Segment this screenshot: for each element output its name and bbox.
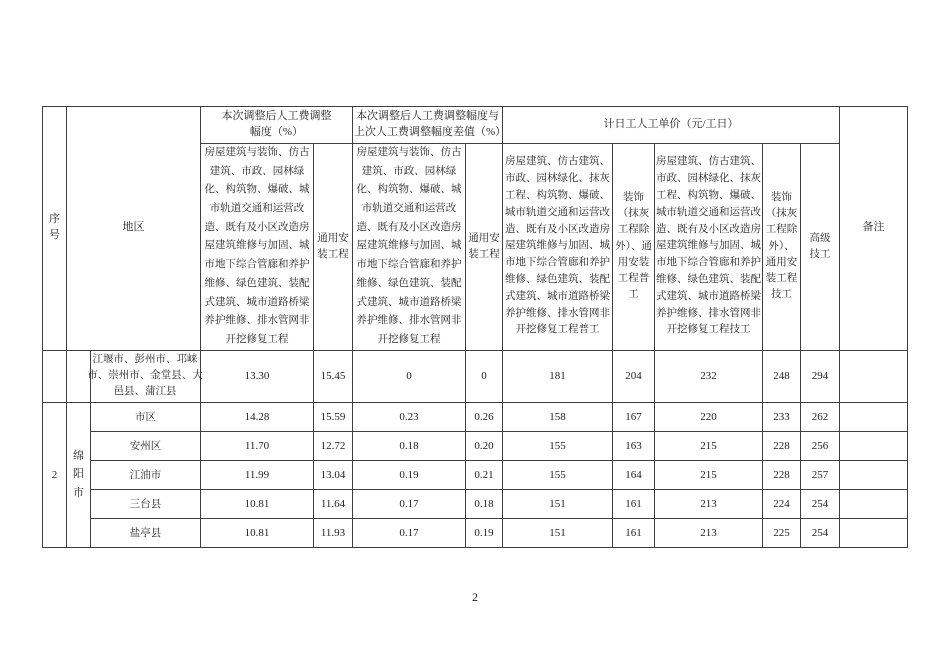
value-cell: 220 [655, 402, 763, 431]
value-cell: 0.19 [466, 518, 503, 547]
value-cell: 0.21 [466, 460, 503, 489]
value-cell: 13.30 [201, 350, 314, 402]
region-cell [87, 350, 203, 402]
value-cell: 164 [613, 460, 655, 489]
remark-cell [840, 518, 908, 547]
subheader-daily-decoration-laborer: 装饰（抹灰工程除外）、通用安装工程普工 [613, 144, 655, 351]
value-cell: 15.45 [314, 350, 353, 402]
region-cell: 安州区 [91, 431, 201, 460]
value-cell: 228 [763, 460, 801, 489]
value-cell: 0.23 [353, 402, 466, 431]
remark-cell [840, 350, 908, 402]
value-cell: 225 [763, 518, 801, 547]
value-cell: 155 [503, 460, 613, 489]
city-group-cell [67, 402, 91, 547]
value-cell: 232 [655, 350, 763, 402]
value-cell: 262 [801, 402, 840, 431]
value-cell: 11.93 [314, 518, 353, 547]
value-cell: 233 [763, 402, 801, 431]
header-group-adjustment-pct-label: 本次调整后人工费调整幅度（%） [221, 110, 332, 138]
value-cell: 0.17 [353, 489, 466, 518]
remark-cell [840, 431, 908, 460]
value-cell: 0.17 [353, 518, 466, 547]
remark-cell [840, 489, 908, 518]
serial-cell [43, 350, 67, 402]
value-cell: 167 [613, 402, 655, 431]
value-cell: 254 [801, 489, 840, 518]
labor-cost-adjustment-table [42, 106, 908, 548]
subheader-construction-pct: 房屋建筑与装饰、仿古建筑、市政、园林绿化、构筑物、爆破、城市轨道交通和运营改造、既有及小区改造房屋建筑维修与加固、城市地下综合管廊和养护维修、绿色建筑、装配式建筑、城市道路桥梁养护维修、排水管网非开挖修复工程 [201, 144, 314, 351]
subheader-senior-skilled-label: 高级技工 [809, 232, 831, 260]
value-cell: 204 [613, 350, 655, 402]
region-label: 江堰市、彭州市、邛崃市、崇州市、金堂县、大邑县、蒲江县 [87, 354, 203, 397]
value-cell: 163 [613, 431, 655, 460]
value-cell: 0.26 [466, 402, 503, 431]
value-cell: 15.59 [314, 402, 353, 431]
header-remarks: 备注 [840, 107, 908, 351]
header-serial-number: 序号 [43, 107, 67, 351]
subheader-senior-skilled [801, 144, 840, 351]
subheader-construction-diff: 房屋建筑与装饰、仿古建筑、市政、园林绿化、构筑物、爆破、城市轨道交通和运营改造、既有及小区改造房屋建筑维修与加固、城市地下综合管廊和养护维修、绿色建筑、装配式建筑、城市道路桥梁养护维修、排水管网非开挖修复工程 [353, 144, 466, 351]
region-cell: 江油市 [91, 460, 201, 489]
value-cell: 0 [353, 350, 466, 402]
remark-cell [840, 460, 908, 489]
serial-cell: 2 [43, 402, 67, 547]
region-cell: 市区 [91, 402, 201, 431]
subheader-daily-laborer: 房屋建筑、仿古建筑、市政、园林绿化、抹灰工程、构筑物、爆破、城市轨道交通和运营改造、既有及小区改造房屋建筑维修与加固、城市地下综合管廊和养护维修、绿色建筑、装配式建筑、城市道路桥梁养护维修、排水管网非开挖修复工程普工 [503, 144, 613, 351]
value-cell: 0.20 [466, 431, 503, 460]
value-cell: 161 [613, 489, 655, 518]
region-cell: 盐亭县 [91, 518, 201, 547]
value-cell: 10.81 [201, 489, 314, 518]
header-group-adjustment-pct [201, 107, 353, 144]
value-cell: 0.18 [353, 431, 466, 460]
header-group-adjustment-diff: 本次调整后人工费调整幅度与上次人工费调整幅度差值（%） [353, 107, 503, 144]
value-cell: 215 [655, 460, 763, 489]
value-cell: 0 [466, 350, 503, 402]
subheader-daily-decoration-skilled: 装饰（抹灰工程除外）、通用安装工程技工 [763, 144, 801, 351]
header-group-daily-wage: 计日工人工单价（元/工日） [503, 107, 840, 144]
value-cell: 257 [801, 460, 840, 489]
value-cell: 158 [503, 402, 613, 431]
city-group-label: 绵阳市 [73, 450, 84, 499]
subheader-general-install-diff: 通用安装工程 [466, 144, 503, 351]
value-cell: 224 [763, 489, 801, 518]
value-cell: 11.70 [201, 431, 314, 460]
value-cell: 248 [763, 350, 801, 402]
value-cell: 0.19 [353, 460, 466, 489]
value-cell: 215 [655, 431, 763, 460]
value-cell: 254 [801, 518, 840, 547]
value-cell: 151 [503, 489, 613, 518]
value-cell: 294 [801, 350, 840, 402]
value-cell: 13.04 [314, 460, 353, 489]
value-cell: 11.99 [201, 460, 314, 489]
value-cell: 161 [613, 518, 655, 547]
value-cell: 11.64 [314, 489, 353, 518]
value-cell: 14.28 [201, 402, 314, 431]
page-number: 2 [472, 590, 478, 604]
subheader-general-install-pct: 通用安装工程 [314, 144, 353, 351]
value-cell: 12.72 [314, 431, 353, 460]
value-cell: 256 [801, 431, 840, 460]
value-cell: 213 [655, 489, 763, 518]
header-region: 地区 [67, 107, 201, 351]
remark-cell [840, 402, 908, 431]
value-cell: 0.18 [466, 489, 503, 518]
value-cell: 10.81 [201, 518, 314, 547]
value-cell: 151 [503, 518, 613, 547]
value-cell: 213 [655, 518, 763, 547]
value-cell: 181 [503, 350, 613, 402]
value-cell: 228 [763, 431, 801, 460]
value-cell: 155 [503, 431, 613, 460]
region-cell: 三台县 [91, 489, 201, 518]
subheader-daily-skilled: 房屋建筑、仿古建筑、市政、园林绿化、抹灰工程、构筑物、爆破、城市轨道交通和运营改造、既有及小区改造房屋建筑维修与加固、城市地下综合管廊和养护维修、绿色建筑、装配式建筑、城市道路桥梁养护维修、排水管网非开挖修复工程技工 [655, 144, 763, 351]
